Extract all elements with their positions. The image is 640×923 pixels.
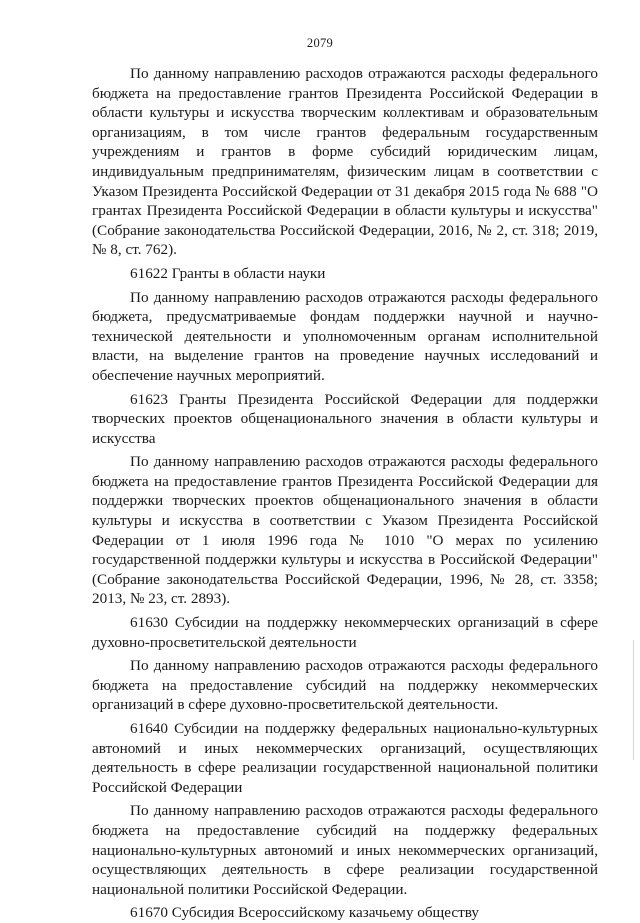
page-number: 2079: [306, 36, 334, 50]
paragraph-science-grants-description: По данному направлению расходов отражаются расходы федерального бюджета, предусматриваемые фондам поддержки научной и научно-технической деятельности и уполномоченным органам исполнительной власти, на выделение грантов на проведение научных исследований и обеспечение научных мероприятий.: [92, 288, 598, 384]
heading-61622-science-grants: 61622 Гранты в области науки: [130, 264, 326, 282]
paragraph-spiritual-education-description: По данному направлению расходов отражаются расходы федерального бюджета на предоставление субсидий на поддержку некоммерческих организаций в сфере духовно-просветительской деятельности.: [92, 657, 598, 714]
paragraph-national-cultural-description: По данному направлению расходов отражаются расходы федерального бюджета на предоставление субсидий на поддержку федеральных национально-культурных автономий и иных некоммерческих организаций, осуществляющих деятельность в сфере реализации государственной национальной политики Российской Федерации.: [92, 802, 598, 898]
heading-61670-cossack-society-subsidy: 61670 Субсидия Всероссийскому казачьему обществу: [130, 904, 479, 922]
scan-edge-mark: [633, 640, 634, 760]
heading-61623-presidential-grants: 61623 Гранты Президента Российской Федерации для поддержки творческих проектов общенационального значения в области культуры и искусства: [92, 390, 598, 447]
paragraph-grants-culture-description: По данному направлению расходов отражаются расходы федерального бюджета на предоставление грантов Президента Российской Федерации в области культуры и искусства творческим коллективам и образовательным организациям, в том числе грантов федеральным государственным учреждениям и грантов в форме субсидий юридическим лицам, индивидуальным предпринимателям, физическим лицам в соответствии с Указом Президента Российской Федерации от 31 декабря 2015 года № 688 "О грантах Президента Российской Федерации в области культуры и искусства" (Собрание законодательства Российской Федерации, 2016, № 2, ст. 318; 2019, № 8, ст. 762).: [92, 65, 598, 259]
heading-61630-spiritual-education-subsidies: 61630 Субсидии на поддержку некоммерческих организаций в сфере духовно-просветительской деятельности: [92, 614, 598, 651]
paragraph-presidential-grants-description: По данному направлению расходов отражаются расходы федерального бюджета на предоставление грантов Президента Российской Федерации для поддержки творческих проектов общенационального значения в области культуры и искусства в соответствии с Указом Президента Российской Федерации от 1 июля 1996 года № 1010 "О мерах по усилению государственной поддержки культуры и искусства в Российской Федерации" (Собрание законодательства Российской Федерации, 1996, № 28, ст. 3358; 2013, № 23, ст. 2893).: [92, 453, 598, 608]
document-body: [92, 64, 598, 923]
heading-61640-national-cultural-autonomies: 61640 Субсидии на поддержку федеральных национально-культурных автономий и иных некоммерческих организаций, осуществляющих деятельность в сфере реализации государственной национальной политики Российской Федерации: [92, 720, 598, 796]
